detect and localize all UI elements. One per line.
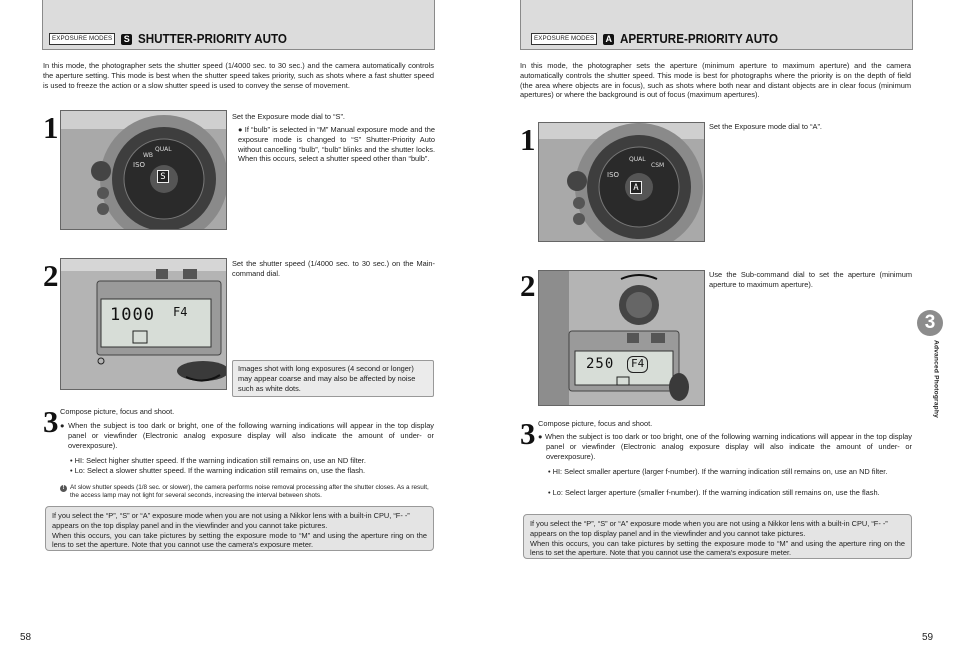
left-header [42, 0, 435, 50]
step3-hi: • HI: Select smaller aperture (larger f-number). If the warning indication still remains on, use an ND filter. [548, 467, 888, 476]
exposure-modes-tag: EXPOSURE MODES [49, 33, 115, 45]
noise-note-text: At slow shutter speeds (1/8 sec. or slower), the camera performs noise removal processing after the shutter closes. As a result, the access lamp may not light for several seconds, increasing the interval between shots. [70, 484, 429, 500]
mode-a-icon: A [603, 34, 614, 45]
step3-hi: • HI: Select higher shutter speed. If the warning indication still remains on, use an ND filter. [70, 456, 366, 465]
lcd-shutter-speed: 250 [586, 356, 615, 372]
step-number: 2 [520, 268, 536, 303]
lcd-aperture: F4 [173, 305, 188, 319]
page-title: SHUTTER-PRIORITY AUTO [138, 32, 288, 46]
step1-instruction: Set the Exposure mode dial to “S”. [232, 112, 345, 121]
step3-instruction: Compose picture, focus and shoot. [538, 419, 653, 428]
cpu-lens-note-line1: If you select the “P”, “S” or “A” exposure mode when you are not using a Nikkor lens with a built-in CPU, “F- -” appears on the top display panel and in the viewfinder and you cannot take pictures. [52, 511, 410, 530]
cpu-lens-note [45, 506, 434, 551]
step2-instruction: Use the Sub-command dial to set the aperture (minimum aperture to maximum aperture). [709, 270, 912, 289]
lcd-aperture: F4 [627, 356, 648, 373]
step3-lo: • Lo: Select larger aperture (smaller f-number). If the warning indication still remains on, use the flash. [548, 488, 880, 497]
cpu-lens-note-line1: If you select the “P”, “S” or “A” exposure mode when you are not using a Nikkor lens with a built-in CPU, “F- -” appears on the top display panel and in the viewfinder and you cannot take pictures. [530, 519, 888, 538]
page-number: 59 [922, 632, 934, 643]
caution-icon: ! [60, 485, 67, 492]
top-display-photo [60, 258, 227, 390]
step1-note: ● If “bulb” is selected in “M” Manual exposure mode and the exposure mode is changed to “S” Shutter-Priority Auto without cancelling “bulb”, “bulb” blinks and the shutter locks. When this occurs, select a shutter speed other than “bulb”. [238, 125, 435, 164]
mode-s-icon: S [121, 34, 132, 45]
cpu-lens-note-line2: When this occurs, you can take pictures by setting the exposure mode to “M” and using the aperture ring on the lens to set the aperture. Note that you cannot use the camera's exposure meter. [52, 530, 427, 550]
svg-text:QUAL: QUAL [155, 146, 172, 153]
page-title: APERTURE-PRIORITY AUTO [620, 32, 779, 46]
step-number: 3 [43, 404, 59, 439]
exposure-modes-tag: EXPOSURE MODES [531, 33, 597, 45]
dial-mode-indicator: S [157, 170, 169, 183]
dial-mode-indicator: A [630, 181, 642, 194]
step2-instruction: Set the shutter speed (1/4000 sec. to 30 sec.) on the Main-command dial. [232, 259, 435, 278]
right-header [520, 0, 913, 50]
step3-warning: ● When the subject is too dark or too bright, one of the following warning indications will appear in the top display panel or viewfinder (Electronic analog exposure display will also indicate the amount of under- or overexposure). [538, 432, 912, 461]
svg-text:WB: WB [143, 152, 154, 159]
step3-lo: • Lo: Select a slower shutter speed. If the warning indication still remains on, use the flash. [70, 466, 366, 475]
svg-text:ISO: ISO [133, 161, 146, 169]
long-exposure-note-text: Images shot with long exposures (4 second or longer) may appear coarse and may also be affected by noise such as white dots. [238, 364, 416, 393]
step-number: 3 [520, 416, 536, 451]
step-number: 1 [520, 122, 536, 157]
step3-warning: ● When the subject is too dark or bright, one of the following warning indications will appear in the top display panel or viewfinder (Electronic analog exposure display will also indicate the amount of under- or overexposure). [60, 421, 434, 450]
chapter-badge: 3 [917, 310, 943, 336]
sub-command-dial-photo [538, 270, 705, 406]
intro-paragraph: In this mode, the photographer sets the aperture (minimum aperture to maximum aperture) and the camera automatically controls the shutter speed. This mode is best for photographs where the priority is on the depth of field (the area where objects are in focus), such as shots where both near and distant objects are in clear focus (minimum apertures) or where the background is out of focus (maximum apertures). [520, 61, 911, 100]
cpu-lens-note [523, 514, 912, 559]
long-exposure-note [232, 360, 434, 397]
step-number: 2 [43, 258, 59, 293]
noise-note [60, 484, 435, 501]
svg-text:CSM: CSM [651, 162, 665, 169]
step3-instruction: Compose picture, focus and shoot. [60, 407, 175, 416]
lcd-shutter-speed: 1000 [110, 305, 155, 325]
chapter-side-label: Advanced Photography [932, 340, 940, 419]
intro-paragraph: In this mode, the photographer sets the shutter speed (1/4000 sec. to 30 sec.) and the camera automatically controls the aperture setting. This mode is best when the shutter speed takes priority, such as shots where a fast shutter speed is used to freeze the action or a slow shutter speed is used to convey the sense of movement. [43, 61, 434, 90]
step1-instruction: Set the Exposure mode dial to “A”. [709, 122, 822, 131]
svg-text:ISO: ISO [607, 171, 620, 179]
svg-text:QUAL: QUAL [629, 156, 646, 163]
cpu-lens-note-line2: When this occurs, you can take pictures by setting the exposure mode to “M” and using the aperture ring on the lens to set the aperture. Note that you cannot use the camera's exposure meter. [530, 538, 905, 558]
step-number: 1 [43, 110, 59, 145]
page-number: 58 [20, 632, 32, 643]
mode-dial-photo [60, 110, 227, 230]
mode-dial-photo [538, 122, 705, 242]
